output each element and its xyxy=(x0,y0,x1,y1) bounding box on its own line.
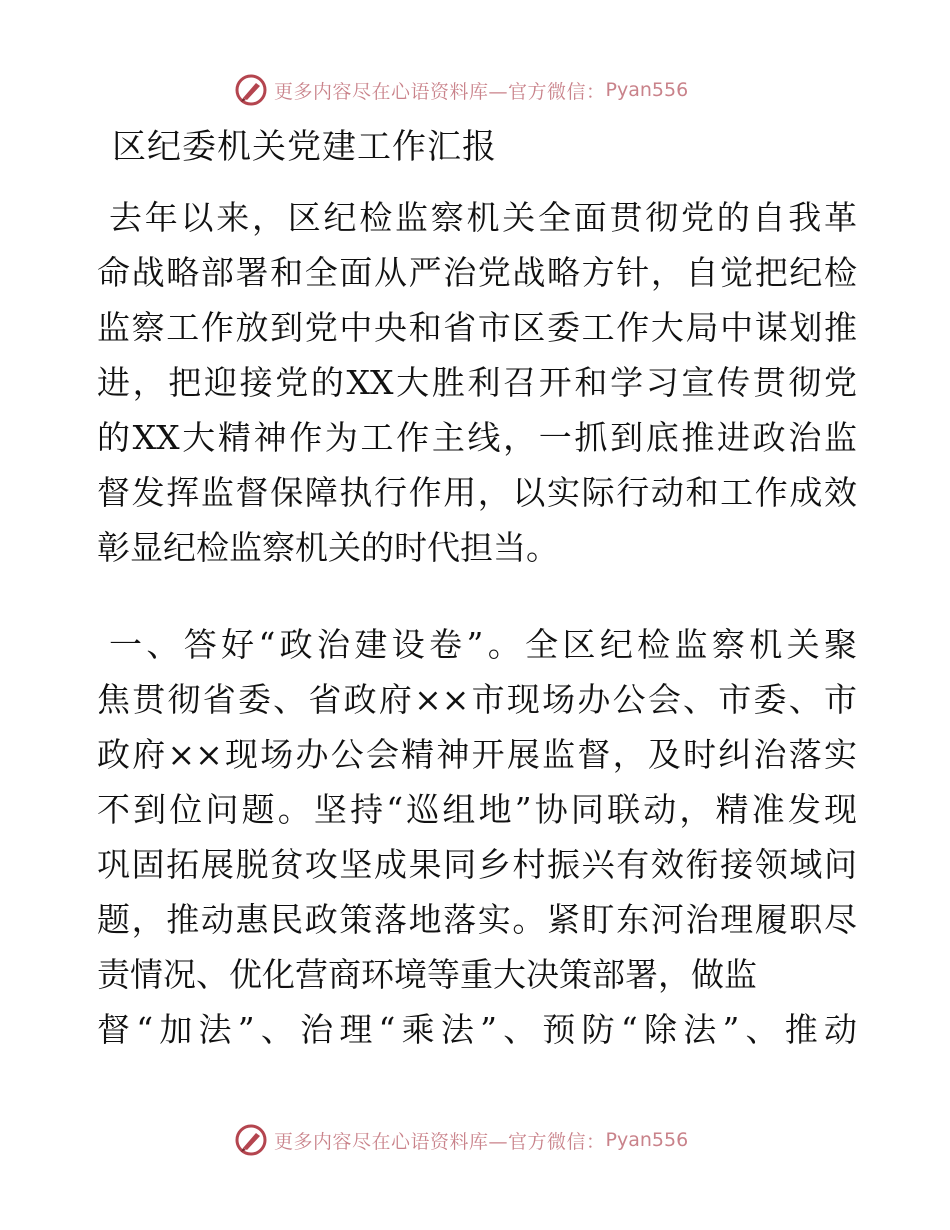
paragraph-line: 政府××现场办公会精神开展监督，及时纠治落实 xyxy=(97,735,857,774)
paragraph-line: 命战略部署和全面从严治党战略方针，自觉把纪检 xyxy=(97,253,857,292)
pen-logo-icon xyxy=(234,73,268,107)
paragraph-line: 进，把迎接党的XX大胜利召开和学习宣传贯彻党 xyxy=(97,363,857,402)
paragraph-line: 责情况、优化营商环境等重大决策部署，做监 xyxy=(97,955,757,994)
paragraph-line: 巩固拓展脱贫攻坚成果同乡村振兴有效衔接领域问 xyxy=(97,845,857,884)
watermark-text: 更多内容尽在心语资料库—官方微信： xyxy=(274,80,606,103)
pen-logo-icon xyxy=(234,1123,268,1157)
document-title: 区纪委机关党建工作汇报 xyxy=(112,127,497,167)
watermark-handle: Pyan556 xyxy=(605,79,689,101)
paragraph-line: 一、答好“政治建设卷”。全区纪检监察机关聚 xyxy=(109,625,857,664)
paragraph-line: 的XX大精神作为工作主线，一抓到底推进政治监 xyxy=(97,418,857,457)
watermark-header xyxy=(234,72,688,108)
watermark-footer xyxy=(234,1122,688,1158)
paragraph-line: 彰显纪检监察机关的时代担当。 xyxy=(97,528,559,567)
paragraph-line: 督发挥监督保障执行作用，以实际行动和工作成效 xyxy=(97,473,857,512)
paragraph-line: 监察工作放到党中央和省市区委工作大局中谋划推 xyxy=(97,308,857,347)
paragraph-line: 不到位问题。坚持“巡组地”协同联动，精准发现 xyxy=(97,790,857,829)
paragraph-line: 焦贯彻省委、省政府××市现场办公会、市委、市 xyxy=(97,680,857,719)
paragraph-1 xyxy=(97,190,857,575)
watermark-handle: Pyan556 xyxy=(605,1129,689,1151)
paragraph-line: 题，推动惠民政策落地落实。紧盯东河治理履职尽 xyxy=(97,900,857,939)
paragraph-line: 去年以来，区纪检监察机关全面贯彻党的自我革 xyxy=(109,198,857,237)
watermark-text: 更多内容尽在心语资料库—官方微信： xyxy=(274,1130,606,1153)
paragraph-line: 督“加法”、治理“乘法”、预防“除法”、推动 xyxy=(97,1010,857,1049)
paragraph-2 xyxy=(97,617,857,1057)
